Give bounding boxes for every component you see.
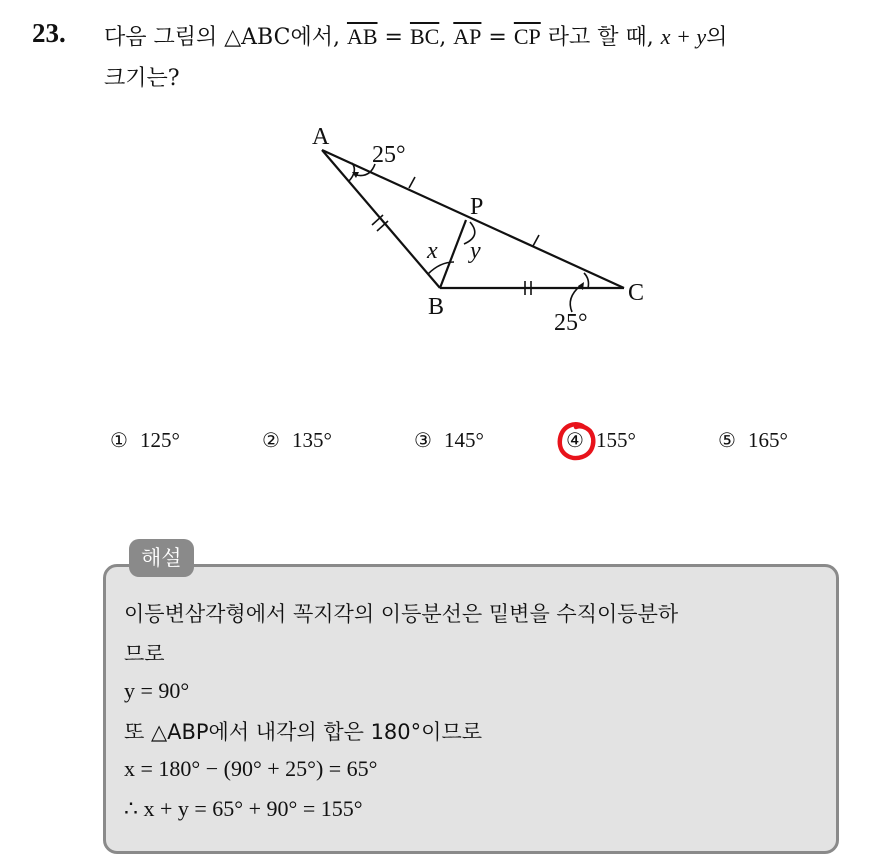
choice-value: 135° — [291, 428, 332, 452]
explanation-line-3 — [124, 678, 189, 704]
choice-number: ④ — [566, 428, 584, 452]
leader-arrow-c — [570, 286, 580, 312]
explanation-line-2: 므로 — [124, 642, 165, 666]
choice-number: ⑤ — [718, 428, 736, 452]
segment-bp — [440, 220, 466, 288]
vertex-label-a: A — [312, 124, 330, 150]
choice-2[interactable] — [262, 428, 332, 453]
question-text-part: 다음 그림의 △ABC에서, — [104, 25, 347, 50]
segment-ap: $\overline{AP}$ — [453, 24, 482, 49]
choice-value: 155° — [595, 428, 636, 452]
angle-arc-c — [584, 273, 589, 288]
explanation-line-4: 또 △ABP에서 내각의 합은 180°이므로 — [124, 720, 483, 744]
triangle-figure — [0, 0, 884, 400]
angle-label-a: 25° — [372, 142, 406, 168]
question-text-part: 의 — [706, 25, 728, 50]
choice-value: 125° — [139, 428, 180, 452]
segment-bc: $\overline{BC}$ — [409, 24, 440, 49]
choice-value: 145° — [443, 428, 484, 452]
choice-3[interactable] — [414, 428, 484, 453]
explanation-line-6 — [124, 796, 363, 822]
equals-sign: = — [377, 25, 410, 50]
explanation-line-5 — [124, 756, 377, 782]
equation-y: y = 90° — [124, 678, 190, 703]
angle-label-y: y — [470, 238, 481, 264]
choice-number: ③ — [414, 428, 432, 452]
explanation-tag: 해설 — [129, 539, 194, 577]
segment-ab: $\overline{AB}$ — [346, 24, 378, 49]
choice-number: ① — [110, 428, 128, 452]
equation-x: x = 180° − (90° + 25°) = 65° — [124, 756, 378, 781]
question-text-part: 라고 할 때, — [540, 25, 661, 50]
segment-cp: $\overline{CP}$ — [513, 24, 541, 49]
question-number: 23. — [32, 18, 66, 48]
answer-mark-icon — [554, 419, 600, 463]
explanation-line-1: 이등변삼각형에서 꼭지각의 이등분선은 밑변을 수직이등분하 — [124, 602, 679, 626]
choice-number: ② — [262, 428, 280, 452]
choice-1[interactable] — [110, 428, 180, 453]
angle-label-c: 25° — [554, 310, 588, 336]
tick-ap — [409, 177, 415, 188]
tick-pc — [533, 235, 539, 246]
choice-5[interactable] — [718, 428, 788, 453]
question-text-line2: 크기는? — [104, 66, 180, 91]
angle-label-x: x — [427, 238, 438, 264]
vertex-label-c: C — [628, 280, 645, 306]
choice-value: 165° — [747, 428, 788, 452]
vertex-label-p: P — [470, 194, 484, 220]
side-ab — [322, 150, 440, 288]
comma: , — [439, 25, 454, 50]
vertex-label-b: B — [428, 294, 445, 320]
equation-sum: ∴ x + y = 65° + 90° = 155° — [124, 796, 363, 821]
expression-x-plus-y: x + y — [660, 24, 707, 49]
equals-sign: = — [481, 25, 514, 50]
